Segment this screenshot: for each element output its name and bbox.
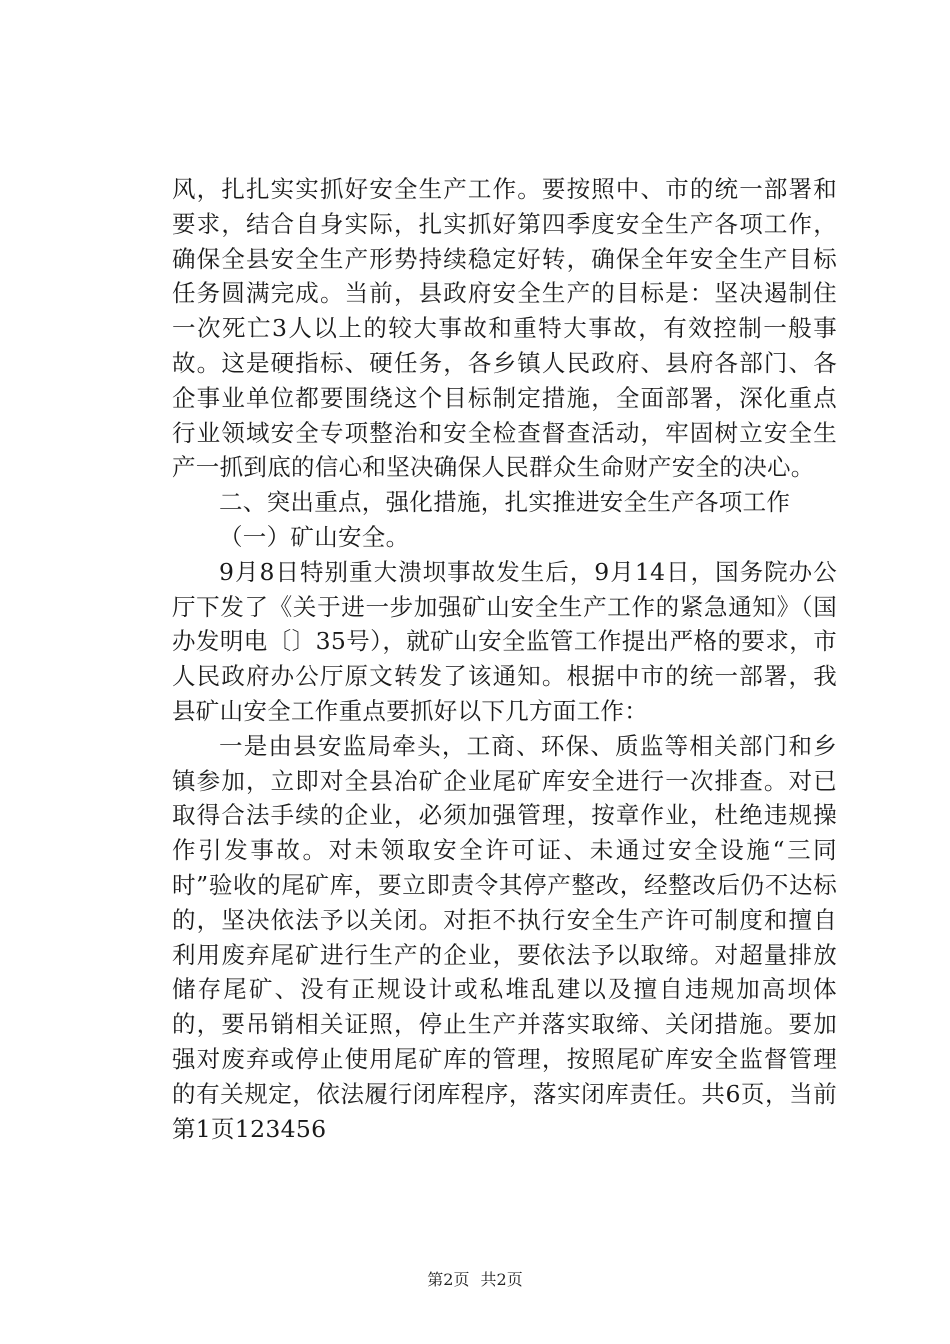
page-footer	[0, 1270, 950, 1290]
paragraph-continuation: 风，扎扎实实抓好安全生产工作。要按照中、市的统一部署和要求，结合自身实际，扎实抓好第四季度安全生产各项工作，确保全县安全生产形势持续稳定好转，确保全年安全生产目标任务圆满完成。当前，县政府安全生产的目标是：坚决遏制住一次死亡3人以上的较大事故和重特大事故，有效控制一般事故。这是硬指标、硬任务，各乡镇人民政府、县府各部门、各企事业单位都要围绕这个目标制定措施，全面部署，深化重点行业领域安全专项整治和安全检查督查活动，牢固树立安全生产一抓到底的信心和坚决确保人民群众生命财产安全的决心。	[172, 175, 837, 482]
document-body	[172, 172, 837, 1146]
paragraph-measures: 一是由县安监局牵头，工商、环保、质监等相关部门和乡镇参加，立即对全县冶矿企业尾矿库安全进行一次排查。对已取得合法手续的企业，必须加强管理，按章作业，杜绝违规操作引发事故。对未领取安全许可证、未通过安全设施“三同时”验收的尾矿库，要立即责令其停产整改，经整改后仍不达标的，坚决依法予以关闭。对拒不执行安全生产许可制度和擅自利用废弃尾矿进行生产的企业，要依法予以取缔。对超量排放储存尾矿、没有正规设计或私堆乱建以及擅自违规加高坝体的，要吊销相关证照，停止生产并落实取缔、关闭措施。要加强对废弃或停止使用尾矿库的管理，按照尾矿库安全监督管理的有关规定，依法履行闭库程序，落实闭库责任。共6页，当前第1页123456	[172, 731, 837, 1143]
paragraph-notice: 9月8日特别重大溃坝事故发生后，9月14日，国务院办公厅下发了《关于进一步加强矿山安全生产工作的紧急通知》（国办发明电〔〕35号），就矿山安全监管工作提出严格的要求，市人民政府办公厅原文转发了该通知。根据中市的统一部署，我县矿山安全工作重点要抓好以下几方面工作：	[172, 557, 837, 725]
page-total: 共2页	[480, 1270, 523, 1289]
page-number: 第2页	[427, 1270, 470, 1289]
section-heading: 二、突出重点，强化措施，扎实推进安全生产各项工作	[219, 488, 791, 517]
subsection-heading: （一）矿山安全。	[219, 522, 410, 551]
